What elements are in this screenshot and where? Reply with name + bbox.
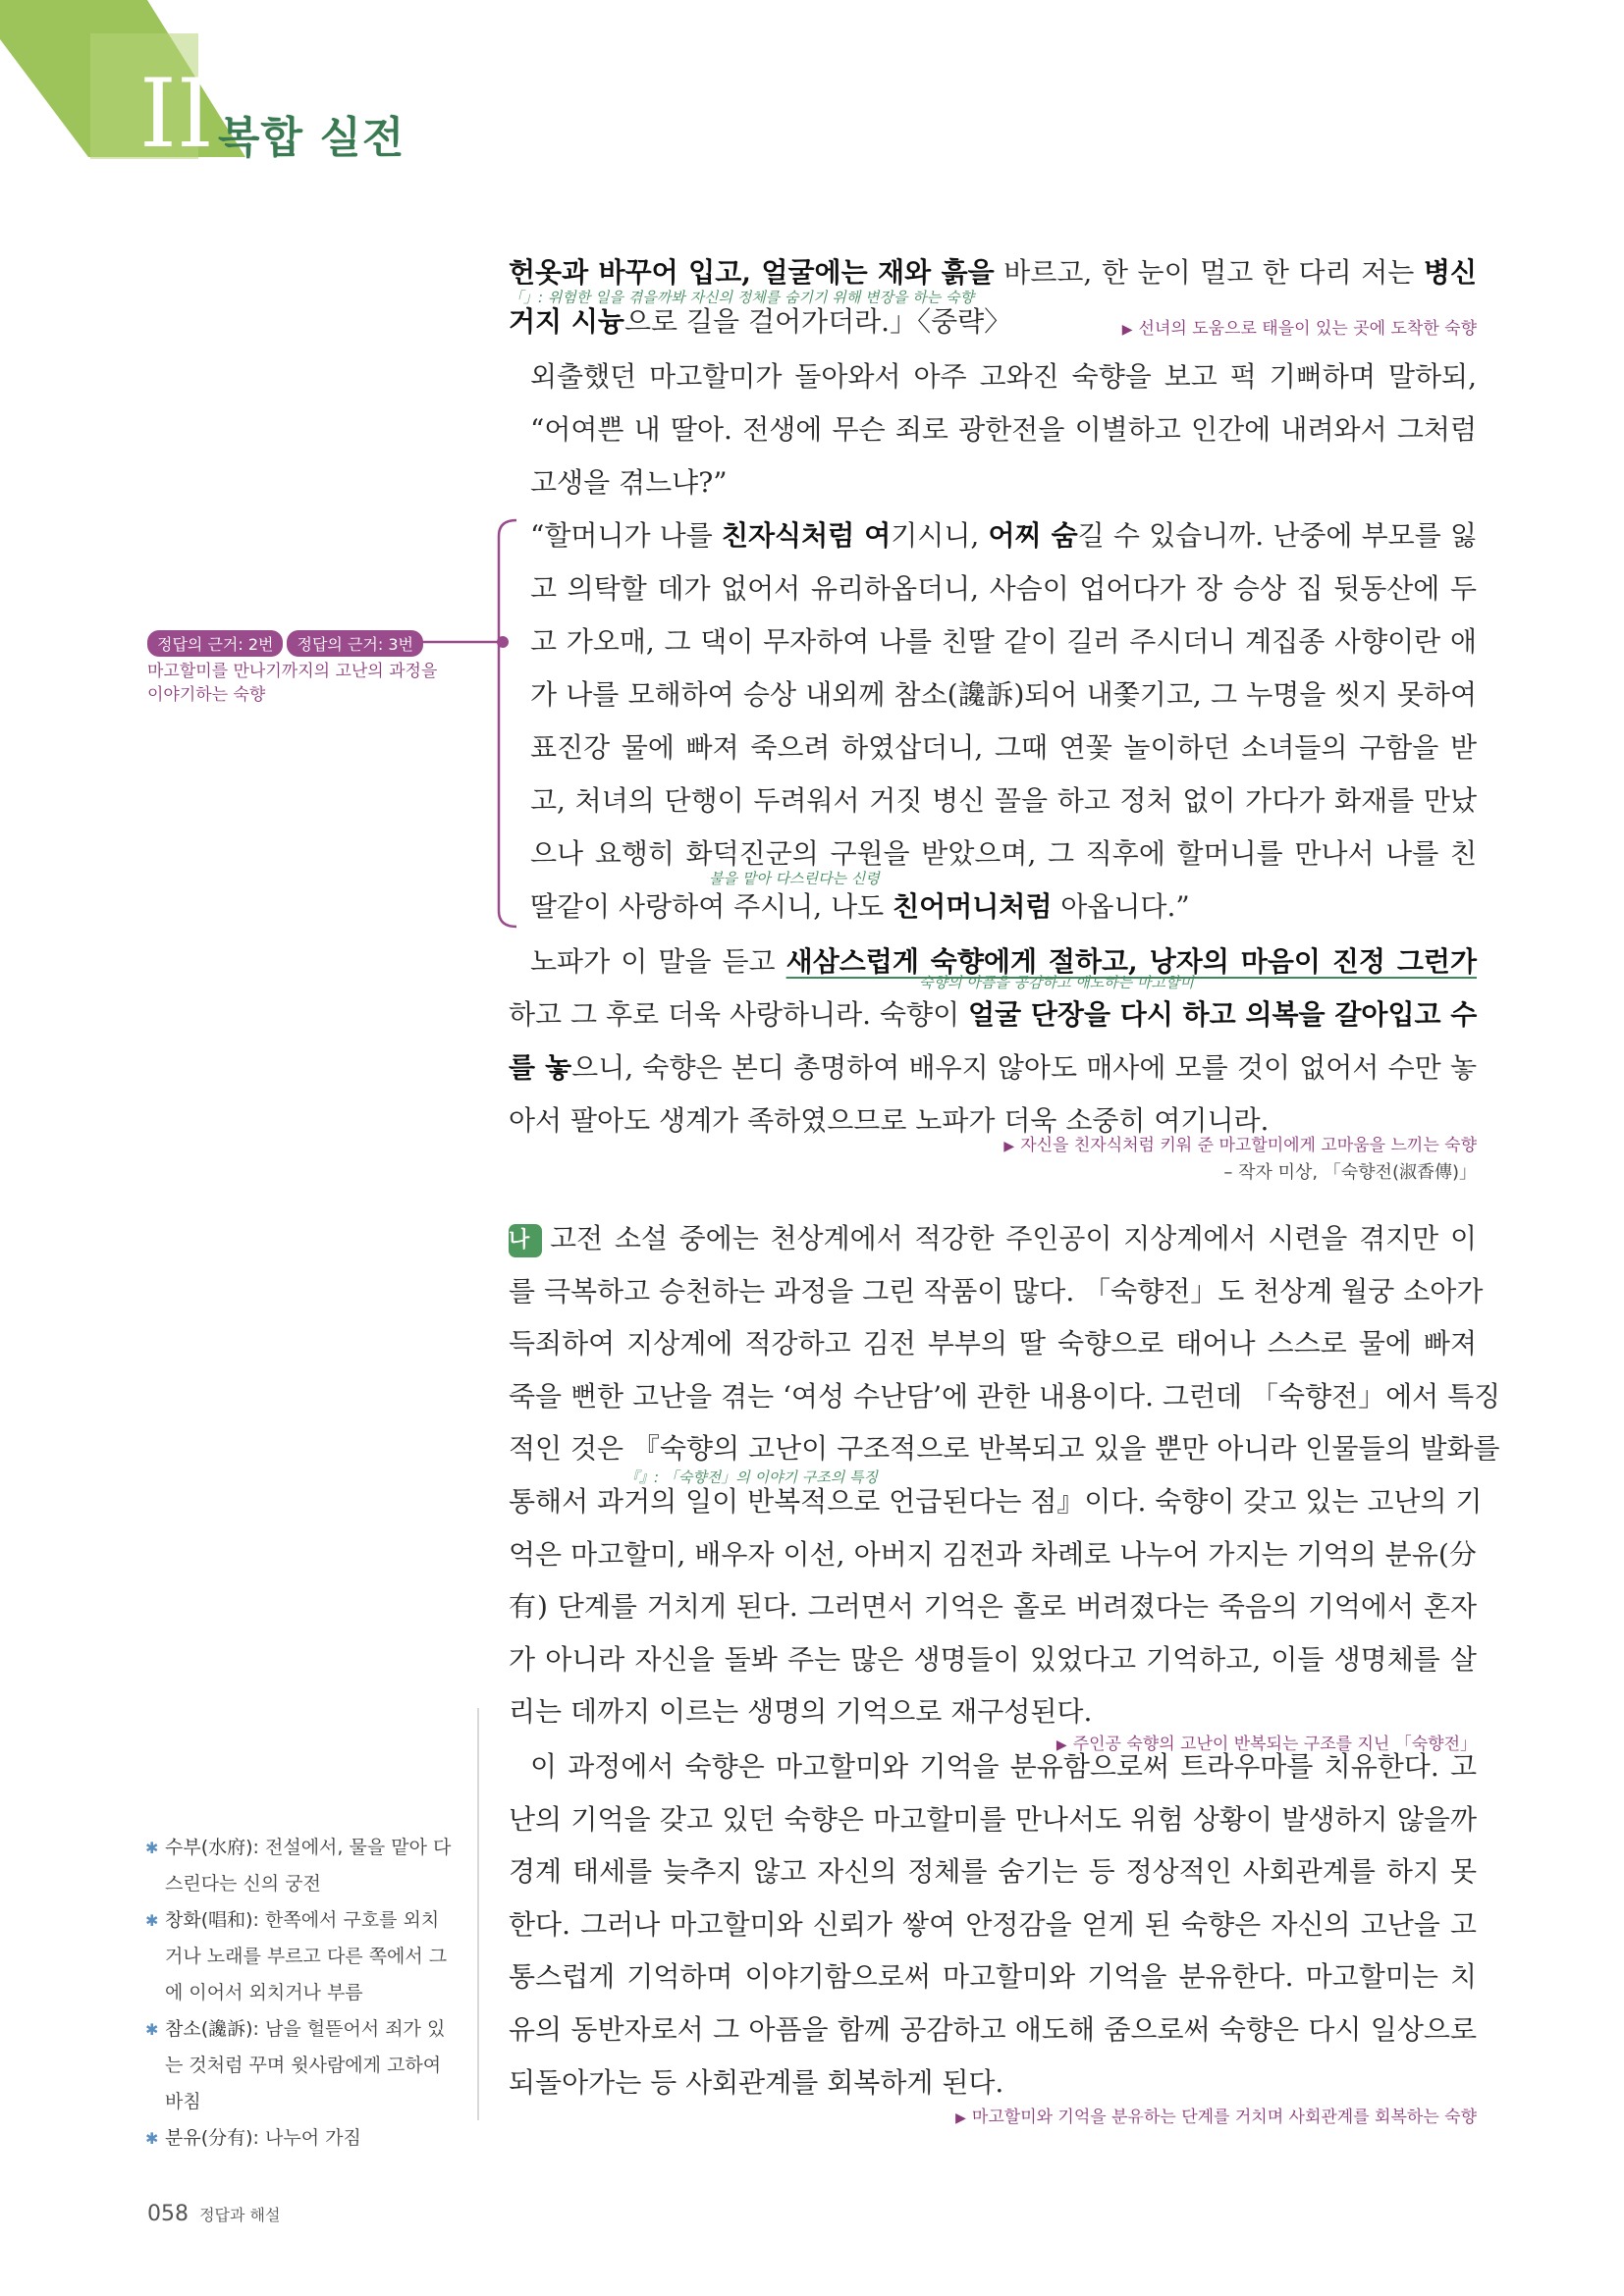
passage-text: 리는 데까지 이르는 생명의 기억으로 재구성된다.: [509, 1695, 1093, 1729]
passage-text: 고, 처녀의 단행이 두려워서 거짓 병신 꼴을 하고 정처 없이 가다가 화재를 만났: [530, 784, 1477, 817]
emphasis-text: 어찌 숨: [988, 519, 1078, 552]
column-divider: [477, 1708, 479, 2120]
passage-text: 기시니,: [891, 519, 989, 552]
passage-line: [509, 1587, 1477, 1627]
passage-text: 으나 요행히 화덕진군의 구원을 받았으며, 그 직후에 할머니를 만나서 나를 친: [530, 837, 1477, 870]
vocabulary-term: 수부(水府): [165, 1837, 253, 1858]
passage-line: [530, 834, 1477, 874]
passage-text: 아옵니다.”: [1052, 890, 1190, 923]
triangle-bullet-icon: ▶: [1003, 1139, 1015, 1154]
triangle-bullet-icon: ▶: [1056, 1737, 1067, 1753]
passage-line: [509, 1272, 1484, 1311]
passage-text: 아서 팔아도 생계가 족하였으므로 노파가 더욱 소중히 여기니라.: [509, 1104, 1270, 1137]
passage-summary: [1056, 1730, 1477, 1754]
passage-line: [509, 995, 1477, 1035]
passage-text: 적인 것은 『숙향의 고난이 구조적으로 반복되고 있을 뿐만 아니라 인물들의 발화를: [509, 1432, 1500, 1466]
passage-summary: [1122, 314, 1477, 339]
passage-line: [509, 1429, 1500, 1468]
passage-line: [509, 1324, 1477, 1363]
asterisk-bullet-icon: ✱: [145, 2020, 159, 2039]
passage-text: 가 아니라 자신을 돌봐 주는 많은 생명들이 있었다고 기억하고, 이들 생명체를 살: [509, 1642, 1477, 1676]
passage-line: [530, 728, 1477, 768]
vocabulary-definition: : 한쪽에서 구호를 외치거나 노래를 부르고 다른 쪽에서 그에 이어서 외치거나 부름: [165, 1909, 448, 2003]
passage-text: 고전 소설 중에는 천상계에서 적강한 주인공이 지상계에서 시련을 겪지만 이: [550, 1222, 1477, 1255]
emphasis-text: 친자식처럼 여: [721, 519, 892, 552]
passage-text: 노파가 이 말을 듣고: [530, 945, 786, 978]
summary-text: 선녀의 도움으로 태을이 있는 곳에 도착한 숙향: [1138, 319, 1477, 339]
passage-text: 유의 동반자로서 그 아픔을 함께 공감하고 애도해 줌으로써 숙향은 다시 일상으로: [509, 2013, 1477, 2046]
annotation-note: 숙향의 아픔을 공감하고 애도하는 마고할미: [919, 974, 1194, 991]
passage-text: 경계 태세를 늦추지 않고 자신의 정체를 숨기는 등 정상적인 사회관계를 하지 못: [509, 1855, 1477, 1889]
passage-line: [509, 1219, 1477, 1258]
section-title: 복합 실전: [218, 113, 406, 163]
passage-text: 난의 기억을 갖고 있던 숙향은 마고할미를 만나서도 위험 상황이 발생하지 않을까: [509, 1802, 1477, 1836]
passage-text: 고 의탁할 데가 없어서 유리하옵더니, 사슴이 업어다가 장 승상 집 뒷동산에 두: [530, 572, 1477, 605]
vocabulary-definition: : 나누어 가짐: [252, 2127, 361, 2149]
asterisk-bullet-icon: ✱: [145, 1911, 159, 1930]
passage-text: 으로 길을 걸어가더라.」〈중략〉: [623, 305, 1012, 338]
emphasis-text: 헌옷과 바꾸어 입고, 얼굴에는 재와 흙을: [509, 256, 995, 289]
triangle-bullet-icon: ▶: [1121, 322, 1133, 338]
passage-text: 바르고, 한 눈이 멀고 한 다리 저는: [994, 256, 1424, 289]
vocabulary-item: [145, 2011, 452, 2120]
emphasis-text: 를 놓: [509, 1051, 572, 1084]
vocabulary-term: 참소(讒訴): [165, 2018, 253, 2040]
answer-basis-tags: [147, 630, 427, 657]
passage-text: 으니, 숙향은 본디 총명하여 배우지 않아도 매사에 모를 것이 없어서 수만 놓: [571, 1051, 1477, 1084]
passage-line: [530, 410, 1477, 450]
passage-line: [530, 357, 1477, 397]
summary-text: 주인공 숙향의 고난이 반복되는 구조를 지닌 「숙향전」: [1072, 1735, 1477, 1754]
passage-line: [509, 1957, 1477, 1997]
passage-text: 한다. 그러나 마고할미와 신뢰가 쌓여 안정감을 얻게 된 숙향은 자신의 고난을 고: [509, 1907, 1477, 1941]
passage-text: 표진강 물에 빠져 죽으려 하였삽더니, 그때 연꽃 놀이하던 소녀들의 구함을 받: [530, 731, 1477, 764]
emphasis-text: 친어머니처럼: [893, 890, 1053, 923]
passage-line: [530, 622, 1477, 662]
passage-text: 딸같이 사랑하여 주시니, 나도: [530, 890, 893, 923]
vocabulary-item: [145, 1830, 452, 1902]
passage-text: 를 극복하고 승천하는 과정을 그린 작품이 많다. 「숙향전」도 천상계 월궁 소아가: [509, 1274, 1484, 1308]
passage-text: 고생을 겪느냐?”: [530, 466, 728, 499]
passage-text: 통해서 과거의 일이 반복적으로 언급된다는 점』이다. 숙향이 갖고 있는 고난의 기: [509, 1485, 1483, 1518]
passage-text: 有) 단계를 거치게 된다. 그러면서 기억은 홀로 버려졌다는 죽음의 기억에서 혼자: [509, 1590, 1477, 1624]
passage-line: [509, 2063, 1477, 2103]
passage-summary: [1003, 1131, 1477, 1155]
emphasis-text: 병신: [1423, 256, 1477, 289]
summary-text: 마고할미와 기억을 분유하는 단계를 거치며 사회관계를 회복하는 숙향: [971, 2108, 1477, 2127]
passage-text: 죽을 뻔한 고난을 겪는 ‘여성 수난담’에 관한 내용이다. 그런데 「숙향전」에서 특징: [509, 1379, 1501, 1413]
passage-text: 통스럽게 기억하며 이야기함으로써 마고할미와 기억을 분유한다. 마고할미는 치: [509, 1960, 1477, 1994]
passage-line: [509, 1800, 1477, 1840]
passage-text: 이 과정에서 숙향은 마고할미와 기억을 분유함으로써 트라우마를 치유한다. 고: [530, 1750, 1477, 1783]
passage-text: 외출했던 마고할미가 돌아와서 아주 고와진 숙향을 보고 퍽 기뻐하며 말하되,: [530, 360, 1477, 393]
passage-text: 고 가오매, 그 댁이 무자하여 나를 친딸 같이 길러 주시더니 계집종 사향이란 애: [530, 625, 1477, 658]
passage-text: “할머니가 나를: [530, 519, 722, 552]
passage-text: 하고 그 후로 더욱 사랑하니라. 숙향이: [509, 998, 969, 1031]
vocabulary-item: [145, 2120, 452, 2157]
passage-line: [530, 887, 1477, 927]
annotation-note: 불을 맡아 다스린다는 신령: [709, 870, 880, 887]
passage-line: [509, 1377, 1501, 1416]
margin-connector: [412, 628, 511, 658]
passage-line: [509, 1692, 1477, 1732]
passage-line: [509, 1640, 1477, 1680]
vocabulary-term: 분유(分有): [165, 2127, 253, 2149]
passage-line: [509, 1482, 1483, 1522]
answer-basis-tag: 정답의 근거: 3번: [287, 630, 422, 657]
page-footer: [147, 2202, 280, 2226]
passage-text: 길 수 있습니까. 난중에 부모를 잃: [1077, 519, 1477, 552]
passage-line: [530, 781, 1477, 821]
passage-text: “어여쁜 내 딸아. 전생에 무슨 죄로 광한전을 이별하고 인간에 내려와서 그처럼: [530, 413, 1477, 446]
answer-basis-tag: 정답의 근거: 2번: [147, 630, 283, 657]
chapter-numeral: II: [139, 59, 214, 169]
margin-note: 마고할미를 만나기까지의 고난의 과정을 이야기하는 숙향: [147, 662, 438, 705]
triangle-bullet-icon: ▶: [955, 2110, 966, 2126]
passage-text: 되돌아가는 등 사회관계를 회복하게 된다.: [509, 2065, 1004, 2099]
asterisk-bullet-icon: ✱: [145, 1839, 159, 1857]
passage-line: [530, 675, 1477, 715]
passage-line: [509, 1535, 1477, 1575]
passage-line: [530, 569, 1477, 609]
footer-label: 정답과 해설: [199, 2206, 281, 2224]
passage-line: [509, 2010, 1477, 2050]
vocabulary-item: [145, 1902, 452, 2011]
vocabulary-term: 창화(唱和): [165, 1909, 253, 1931]
passage-text: 가 나를 모해하여 승상 내외께 참소(讒訴)되어 내쫓기고, 그 누명을 씻지 못하여: [530, 678, 1477, 711]
page-number: 058: [147, 2202, 189, 2226]
passage-line: [509, 1852, 1477, 1892]
vocabulary-list: [145, 1830, 452, 2157]
emphasis-text: 새삼스럽게 숙향에게 절하고, 낭자의 마음이 진정 그런가: [785, 945, 1477, 978]
passage-summary: [955, 2103, 1477, 2127]
passage-line: [509, 1905, 1477, 1945]
emphasis-text: 거지 시늉: [509, 305, 624, 338]
summary-text: 자신을 친자식처럼 키워 준 마고할미에게 고마움을 느끼는 숙향: [1020, 1136, 1477, 1155]
vocabulary-definition: : 남을 헐뜯어서 죄가 있는 것처럼 꾸며 윗사람에게 고하여 바침: [165, 2018, 446, 2112]
dialogue-bracket: [491, 518, 520, 931]
annotation-note: 『』: 「숙향전」의 이야기 구조의 특징: [624, 1468, 879, 1486]
passage-line: [530, 516, 1477, 556]
emphasis-text: 얼굴 단장을 다시 하고 의복을 갈아입고 수: [968, 998, 1478, 1031]
passage-text: 억은 마고할미, 배우자 이선, 아버지 김전과 차례로 나누어 가지는 기억의 분유(分: [509, 1537, 1477, 1571]
annotation-note: 「」: 위험한 일을 겪을까봐 자신의 정체를 숨기기 위해 변장을 하는 숙향: [509, 289, 974, 306]
source-citation: – 작자 미상, 「숙향전(淑香傳)」: [1223, 1162, 1477, 1183]
passage-label-badge: 나: [509, 1224, 542, 1257]
passage-text: 득죄하여 지상계에 적강하고 김전 부부의 딸 숙향으로 태어나 스스로 물에 빠져: [509, 1327, 1477, 1361]
passage-line: [530, 463, 1477, 503]
asterisk-bullet-icon: ✱: [145, 2129, 159, 2148]
vocabulary-definition: : 전설에서, 물을 맡아 다스린다는 신의 궁전: [165, 1837, 452, 1895]
passage-line: [509, 1048, 1477, 1088]
